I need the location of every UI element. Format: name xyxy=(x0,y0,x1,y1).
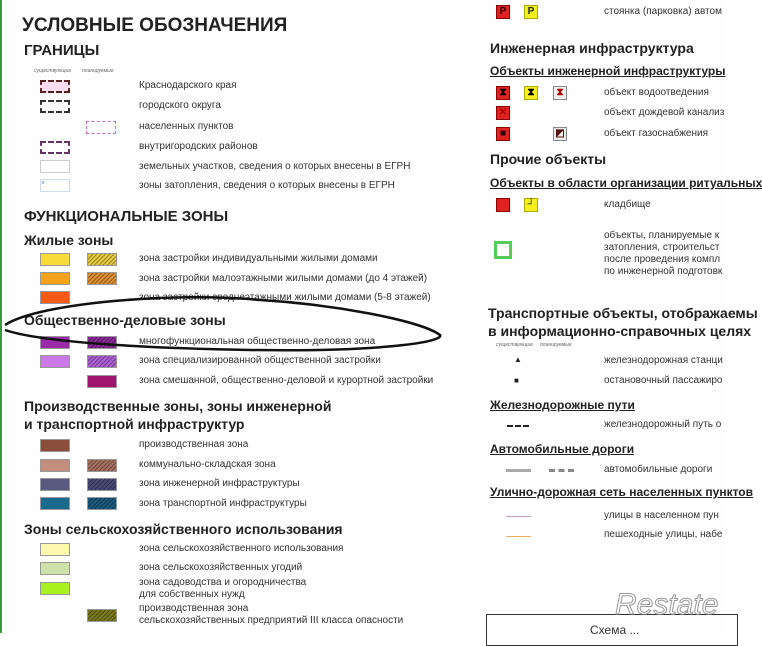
gas-reconstruct-icon: ◩ xyxy=(553,127,567,141)
legend-text: стоянка (парковка) автом xyxy=(604,6,722,17)
legend-text: многофункциональная общественно-деловая зона xyxy=(139,336,376,347)
swatch-planned xyxy=(87,609,117,622)
border-symbol-inner-district xyxy=(40,141,70,154)
legend-text: зона застройки среднеэтажными жилыми домами (5-8 этажей) xyxy=(139,292,431,303)
legend-text: сельскохозяйственных предприятий III класса опасности xyxy=(139,615,404,626)
swatch xyxy=(40,459,70,472)
road-existing-icon xyxy=(506,469,531,472)
drainage-planned-icon: ⧗ xyxy=(524,86,538,100)
legend-text: улицы в населенном пун xyxy=(604,510,719,521)
swatch-planned xyxy=(87,459,117,472)
rail-heading: Железнодорожные пути xyxy=(490,398,635,412)
street-line-icon xyxy=(506,516,531,517)
legend-text: объекты, планируемые к xyxy=(604,230,720,241)
parking-planned-icon: P xyxy=(524,5,538,19)
legend-text: коммунально-складская зона xyxy=(139,459,276,470)
roads-heading: Автомобильные дороги xyxy=(490,442,635,456)
legend-text: населенных пунктов xyxy=(139,121,234,132)
legend-text: зона сельскохозяйственных угодий xyxy=(139,562,303,573)
border-symbol-flood: × xyxy=(40,179,70,192)
ritual-subheading: Объекты в области организации ритуальных xyxy=(490,176,762,190)
swatch xyxy=(40,582,70,595)
swatch xyxy=(40,253,70,266)
other-heading: Прочие объекты xyxy=(490,151,607,167)
bus-stop-icon: ■ xyxy=(514,376,519,385)
legend-text: зона сельскохозяйственного использования xyxy=(139,543,344,554)
legend-text: пешеходные улицы, набе xyxy=(604,529,723,540)
streets-heading: Улично-дорожная сеть населенных пунктов xyxy=(490,485,754,499)
public-heading: Общественно-деловые зоны xyxy=(24,312,226,328)
legend-text: Краснодарского края xyxy=(139,80,237,91)
scheme-title: Схема ... xyxy=(590,623,640,637)
transport-heading-2: в информационно-справочных целях xyxy=(488,323,752,339)
legend-text: зона застройки индивидуальными жилыми домами xyxy=(139,253,378,264)
engineering-heading: Инженерная инфраструктура xyxy=(490,40,694,56)
transport-heading: Транспортные объекты, отображаемы xyxy=(488,305,758,321)
legend-text: производственная зона xyxy=(139,439,249,450)
legend-text: для собственных нужд xyxy=(139,589,245,600)
legend-text: городского округа xyxy=(139,100,221,111)
industrial-heading: Производственные зоны, зоны инженерной xyxy=(24,398,332,414)
legend-text: объект водоотведения xyxy=(604,87,709,98)
swatch xyxy=(40,562,70,575)
hand-drawn-ellipse xyxy=(0,290,460,365)
swatch-planned xyxy=(87,375,117,388)
legend-text: объект газоснабжения xyxy=(604,128,708,139)
drainage-reconstruct-icon: ⧗ xyxy=(553,86,567,100)
swatch xyxy=(40,272,70,285)
agri-heading: Зоны сельскохозяйственного использования xyxy=(24,521,343,537)
rail-station-icon: ▲ xyxy=(514,355,522,364)
legend-text: зона специализированной общественной застройки xyxy=(139,355,381,366)
pedestrian-street-icon xyxy=(506,536,531,537)
cemetery-existing-icon xyxy=(496,198,510,212)
legend-text: объект дождевой канализ xyxy=(604,107,725,118)
planned-label: планируемые xyxy=(540,342,572,348)
parking-existing-icon: P xyxy=(496,5,510,19)
legend-text: зона застройки малоэтажными жилыми домами (до 4 этажей) xyxy=(139,273,428,284)
legend-text: зоны затопления, сведения о которых внесены в ЕГРН xyxy=(139,180,395,191)
border-symbol-land xyxy=(40,160,70,173)
legend-text: остановочный пассажиро xyxy=(604,375,723,386)
legend-text: производственная зона xyxy=(139,603,249,614)
storm-sewer-icon: ✕ xyxy=(496,106,510,120)
gas-existing-icon: ■ xyxy=(496,127,510,141)
border-symbol-settlement xyxy=(86,121,116,134)
swatch-planned xyxy=(87,253,117,266)
engineering-subheading: Объекты инженерной инфраструктуры xyxy=(490,64,726,78)
border-symbol-region xyxy=(40,80,70,93)
industrial-heading-2: и транспортной инфраструктур xyxy=(24,416,245,432)
zones-heading: ФУНКЦИОНАЛЬНЫЕ ЗОНЫ xyxy=(24,208,229,225)
swatch-planned xyxy=(87,497,117,510)
legend-text: зона инженерной инфраструктуры xyxy=(139,478,300,489)
borders-heading: ГРАНИЦЫ xyxy=(24,42,100,59)
legend-text: затопления, строительст xyxy=(604,242,720,253)
legend-text: земельных участков, сведения о которых внесены в ЕГРН xyxy=(139,161,411,172)
legend-text: железнодорожная станци xyxy=(604,355,723,366)
border-symbol-district xyxy=(40,100,70,113)
swatch xyxy=(40,543,70,556)
swatch-planned xyxy=(87,272,117,285)
swatch xyxy=(40,439,70,452)
residential-heading: Жилые зоны xyxy=(24,232,114,248)
swatch xyxy=(40,478,70,491)
legend-title: УСЛОВНЫЕ ОБОЗНАЧЕНИЯ xyxy=(22,15,288,36)
existing-label: существующие xyxy=(496,342,534,348)
legend-text: кладбище xyxy=(604,199,651,210)
legend-text: внутригородских районов xyxy=(139,141,258,152)
road-planned-icon xyxy=(549,469,574,472)
railway-line-icon xyxy=(507,425,529,427)
legend-text: зона транспортной инфраструктуры xyxy=(139,498,307,509)
legend-text: зона садоводства и огородничества xyxy=(139,577,307,588)
legend-text: по инженерной подготовк xyxy=(604,266,723,277)
existing-label: существующие xyxy=(34,68,72,74)
legend-text: после проведения компл xyxy=(604,254,721,265)
cemetery-planned-icon: ┘ xyxy=(524,198,538,212)
planned-label: планируемые xyxy=(82,68,114,74)
swatch-planned xyxy=(87,478,117,491)
swatch xyxy=(40,497,70,510)
legend-text: автомобильные дороги xyxy=(604,464,713,475)
drainage-existing-icon: ⧗ xyxy=(496,86,510,100)
flood-protection-icon xyxy=(494,241,512,259)
legend-text: зона смешанной, общественно-деловой и курортной застройки xyxy=(139,375,434,386)
watermark-logo: Restate xyxy=(615,588,719,621)
legend-text: железнодорожный путь о xyxy=(604,419,722,430)
